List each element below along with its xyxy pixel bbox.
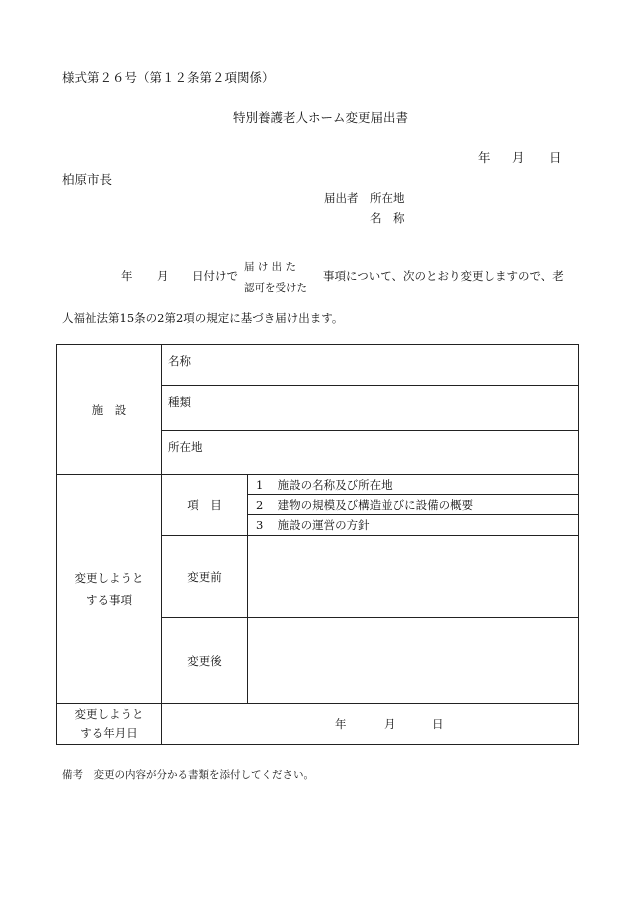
notifier-name-label: 名 称 xyxy=(370,211,405,225)
document-title: 特別養護老人ホーム変更届出書 xyxy=(233,110,409,125)
change-details-table xyxy=(56,344,579,745)
facility-address-cell xyxy=(162,431,579,475)
before-change-header-cell xyxy=(162,536,248,618)
change-items-label-line1: 変更しようと xyxy=(74,571,144,585)
change-date-month-label: 月 xyxy=(384,717,396,731)
after-change-content-cell xyxy=(248,618,579,704)
change-date-year-label: 年 xyxy=(335,717,347,731)
after-change-header-cell xyxy=(162,618,248,704)
facility-address-label: 所在地 xyxy=(168,440,203,454)
item-list-cell xyxy=(248,475,579,536)
form-number: 様式第２６号（第１２条第２項関係） xyxy=(62,70,275,85)
choice-notified: 届 け 出 た xyxy=(244,261,297,273)
change-date-header-cell xyxy=(57,704,162,745)
item-option xyxy=(248,475,578,495)
facility-label: 施 設 xyxy=(91,402,127,417)
facility-name-cell xyxy=(162,345,579,386)
body-text-line2: 人福祉法第15条の2第2項の規定に基づき届け出ます。 xyxy=(62,311,344,325)
item-label: 項 目 xyxy=(187,498,222,512)
change-items-header-cell xyxy=(57,475,162,704)
item-option xyxy=(248,495,578,515)
item-number: 3 xyxy=(256,518,264,532)
item-text: 施設の運営の方針 xyxy=(277,518,370,532)
date-month-label: 月 xyxy=(512,150,525,165)
facility-type-label: 種類 xyxy=(168,395,191,409)
item-text: 建物の規模及び構造並びに設備の概要 xyxy=(277,498,474,512)
change-date-content-cell xyxy=(162,704,579,745)
change-items-label-line2: する事項 xyxy=(86,593,132,607)
before-change-label: 変更前 xyxy=(187,569,222,584)
item-header-cell xyxy=(162,475,248,536)
item-number: 2 xyxy=(256,498,264,512)
change-date-day-label: 日 xyxy=(432,717,444,731)
after-change-label: 変更後 xyxy=(187,653,222,668)
item-text: 施設の名称及び所在地 xyxy=(277,478,393,492)
body-text-line1: 事項について、次のとおり変更しますので、老 xyxy=(323,269,564,283)
facility-type-cell xyxy=(162,386,579,431)
change-date-label-line1: 変更しようと xyxy=(74,707,144,721)
date-year-label: 年 xyxy=(478,150,491,165)
item-option xyxy=(248,515,578,535)
notifier-address-label: 所在地 xyxy=(370,191,405,205)
body-year-label: 年 xyxy=(121,269,133,283)
remarks-note: 備考 変更の内容が分かる書類を添付してください。 xyxy=(62,769,314,781)
before-change-content-cell xyxy=(248,536,579,618)
facility-name-label: 名称 xyxy=(168,354,191,368)
item-number: 1 xyxy=(256,478,264,492)
body-month-label: 月 xyxy=(157,269,169,283)
addressee: 柏原市長 xyxy=(62,172,113,187)
change-date-label-line2: する年月日 xyxy=(80,726,138,740)
choice-approved: 認可を受けた xyxy=(244,282,307,294)
body-day-suffix: 日付けで xyxy=(192,269,238,283)
date-day-label: 日 xyxy=(549,150,562,165)
facility-header-cell xyxy=(57,345,162,475)
notifier-label: 届出者 xyxy=(324,191,359,205)
